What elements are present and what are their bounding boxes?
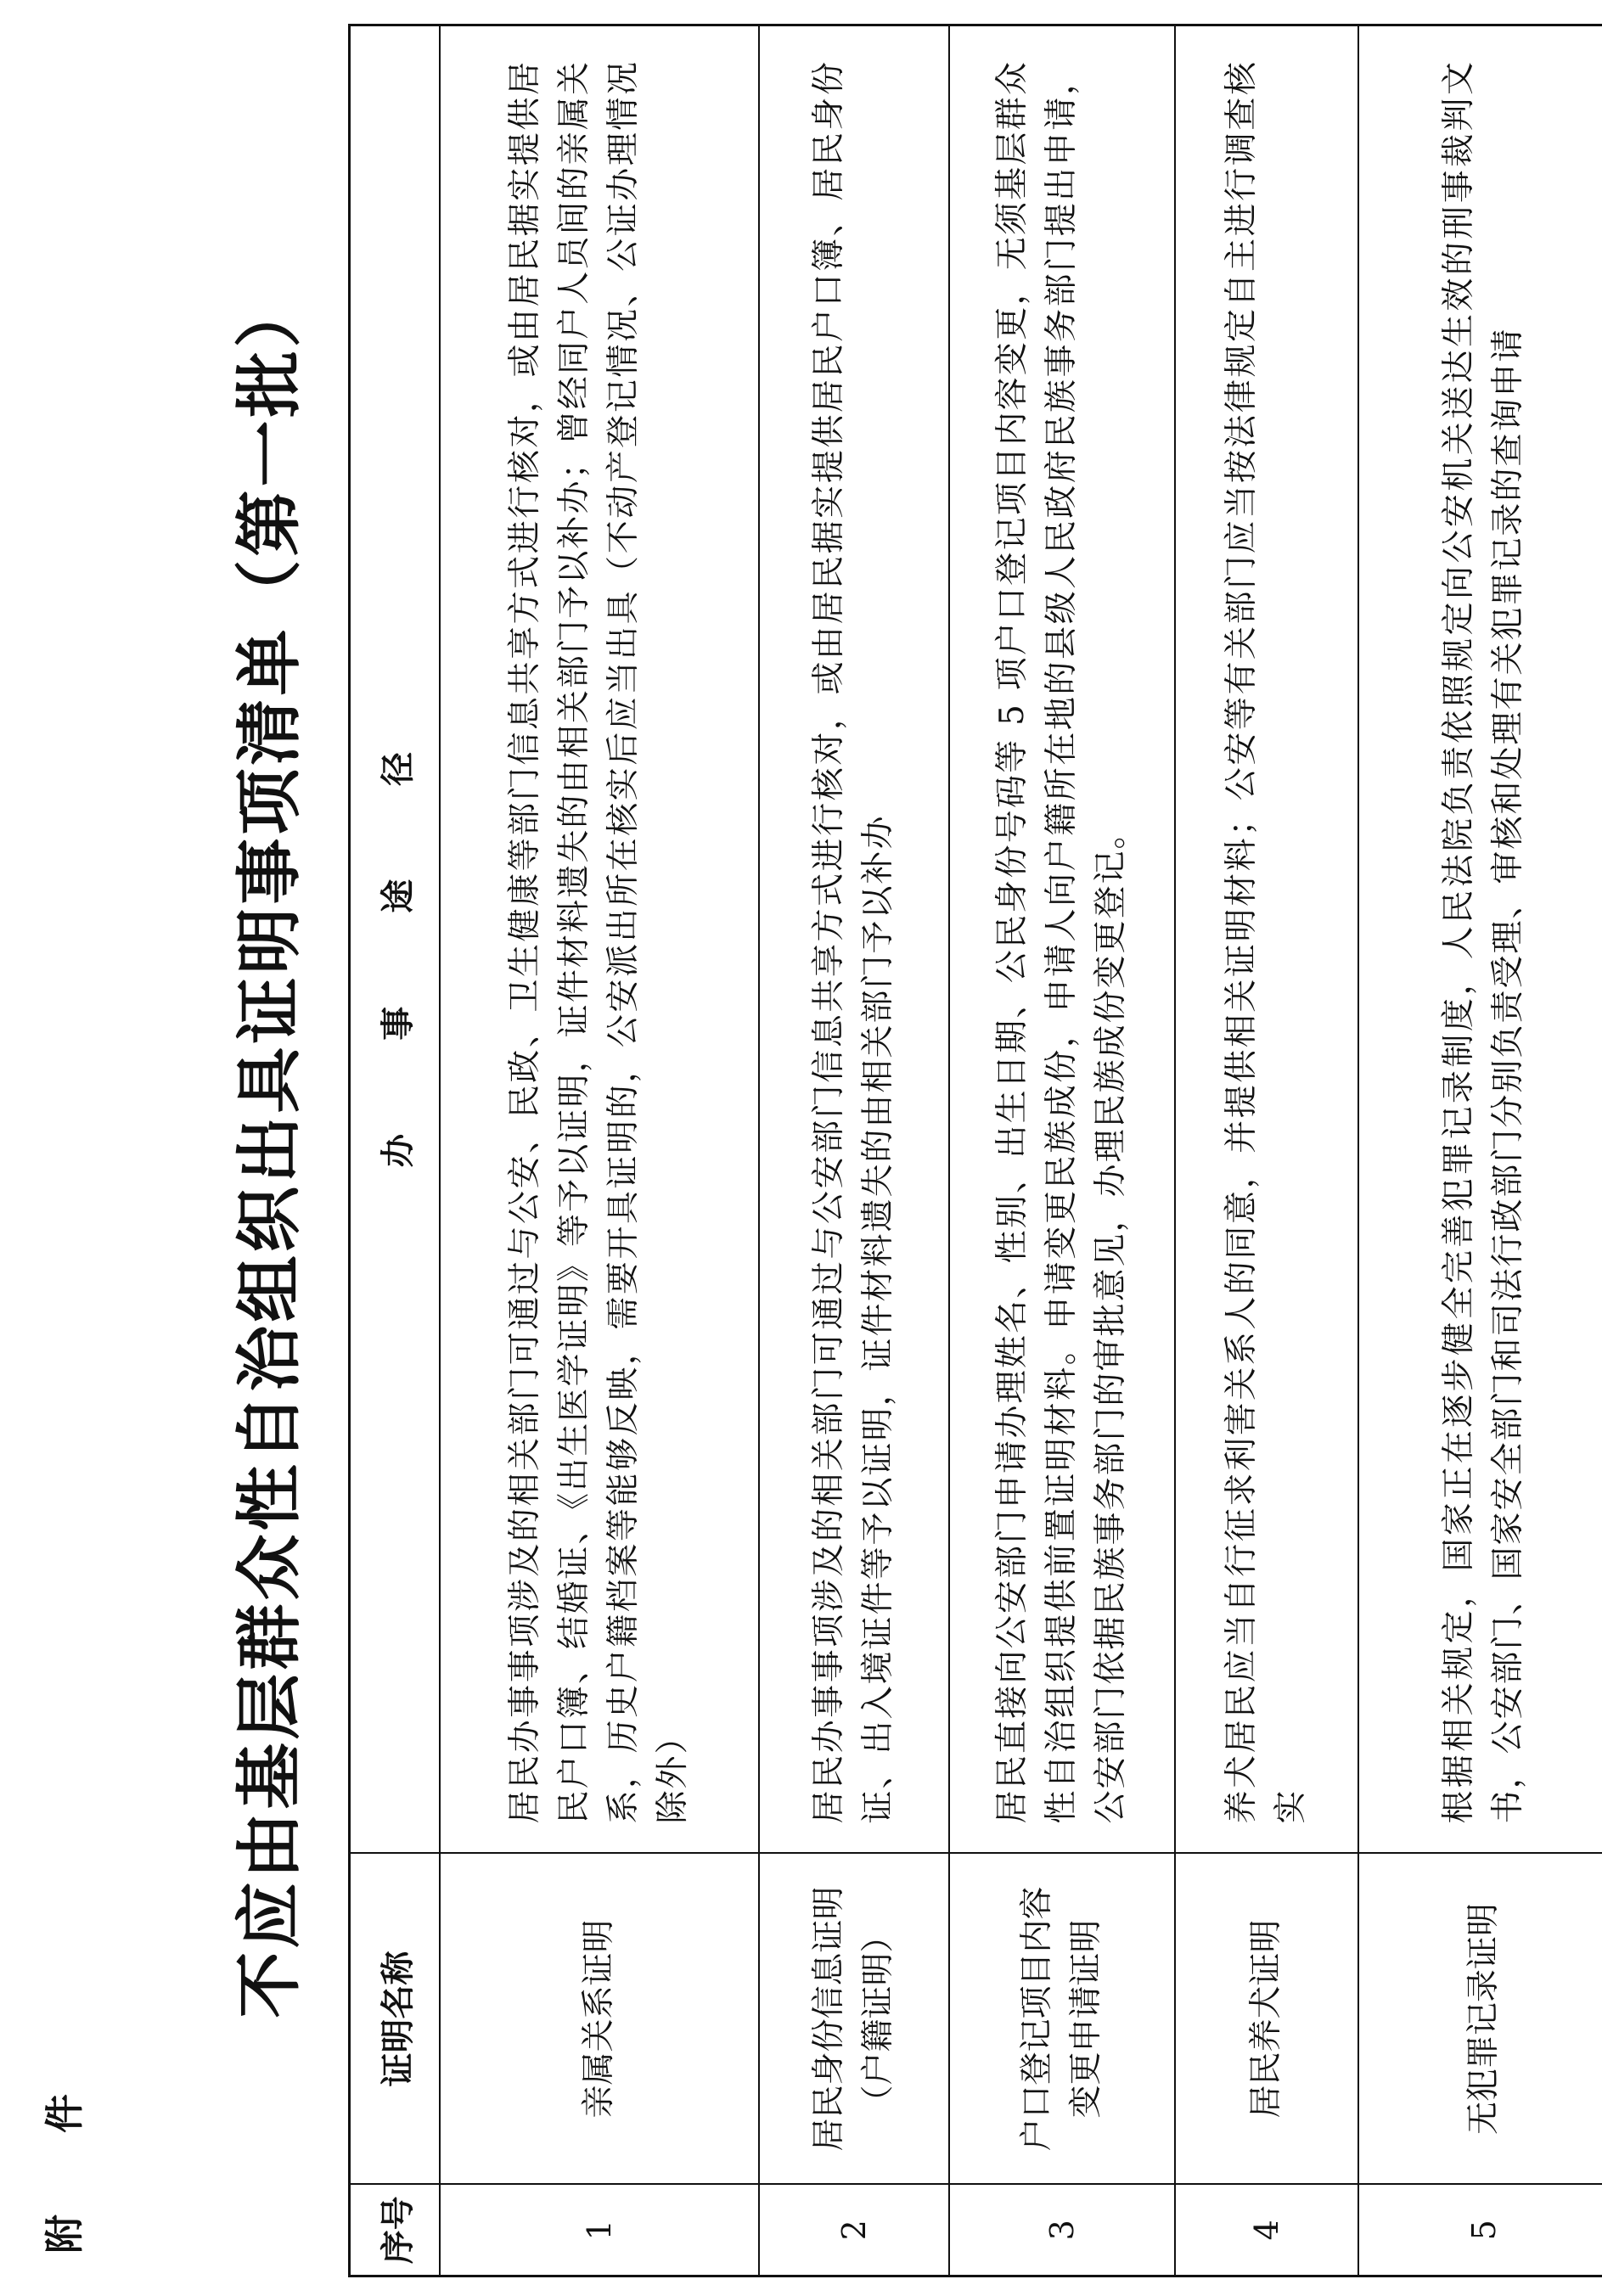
row-handling-method: 养犬居民应当自行征求利害关系人的同意，并提供相关证明材料；公安等有关部门应当按法律规定自主进行调查核实 (1175, 25, 1358, 1854)
row-certificate-name: 居民身份信息证明（户籍证明） (759, 1854, 949, 2185)
table-row (1175, 25, 1358, 2276)
row-serial-number: 2 (759, 2185, 949, 2276)
table-header-row (350, 25, 441, 2276)
certificate-items-table (348, 24, 1602, 2277)
row-handling-method: 居民直接向公安部门申请办理姓名、性别、出生日期、公民身份号码等 5 项户口登记项目内容变更，无须基层群众性自治组织提供前置证明材料。申请变更民族成份，申请人向户籍所在地的县级人民政府民族事务部门提出申请，公安部门依据民族事务部门的审批意见，办理民族成份变更登记。 (949, 25, 1175, 1854)
header-serial-number: 序号 (350, 2185, 441, 2276)
document-title: 不应由基层群众性自治组织出具证明事项清单（第一批） (232, 278, 308, 2018)
row-serial-number: 5 (1358, 2185, 1602, 2276)
table-row (949, 25, 1175, 2276)
attachment-label: 附 件 (42, 2059, 87, 2254)
row-certificate-name: 亲属关系证明 (440, 1854, 759, 2185)
row-serial-number: 4 (1175, 2185, 1358, 2276)
row-serial-number: 3 (949, 2185, 1175, 2276)
table-row (440, 25, 759, 2276)
row-handling-method: 根据相关规定，国家正在逐步健全完善犯罪记录制度，人民法院负责依照规定向公安机关送达生效的刑事裁判文书，公安部门、国家安全部门和司法行政部门分别负责受理、审核和处理有关犯罪记录的查询申请 (1358, 25, 1602, 1854)
header-handling-method: 办 事 途 径 (350, 25, 441, 1854)
row-handling-method: 居民办事事项涉及的相关部门可通过与公安、民政、卫生健康等部门信息共享方式进行核对，或由居民据实提供居民户口簿、结婚证、《出生医学证明》等予以证明，证件材料遗失的由相关部门予以补办；曾经同户人员间的亲属关系，历史户籍档案等能够反映，需要开具证明的，公安派出所在核实后应当出具（不动产登记情况、公证办理情况除外） (440, 25, 759, 1854)
row-certificate-name: 无犯罪记录证明 (1358, 1854, 1602, 2185)
row-certificate-name: 居民养犬证明 (1175, 1854, 1358, 2185)
header-certificate-name: 证明名称 (350, 1854, 441, 2185)
row-handling-method: 居民办事事项涉及的相关部门可通过与公安部门信息共享方式进行核对，或由居民据实提供居民户口簿、居民身份证、出入境证件等予以证明，证件材料遗失的由相关部门予以补办 (759, 25, 949, 1854)
table-row (1358, 25, 1602, 2276)
row-certificate-name: 户口登记项目内容变更申请证明 (949, 1854, 1175, 2185)
table-row (759, 25, 949, 2276)
row-serial-number: 1 (440, 2185, 759, 2276)
